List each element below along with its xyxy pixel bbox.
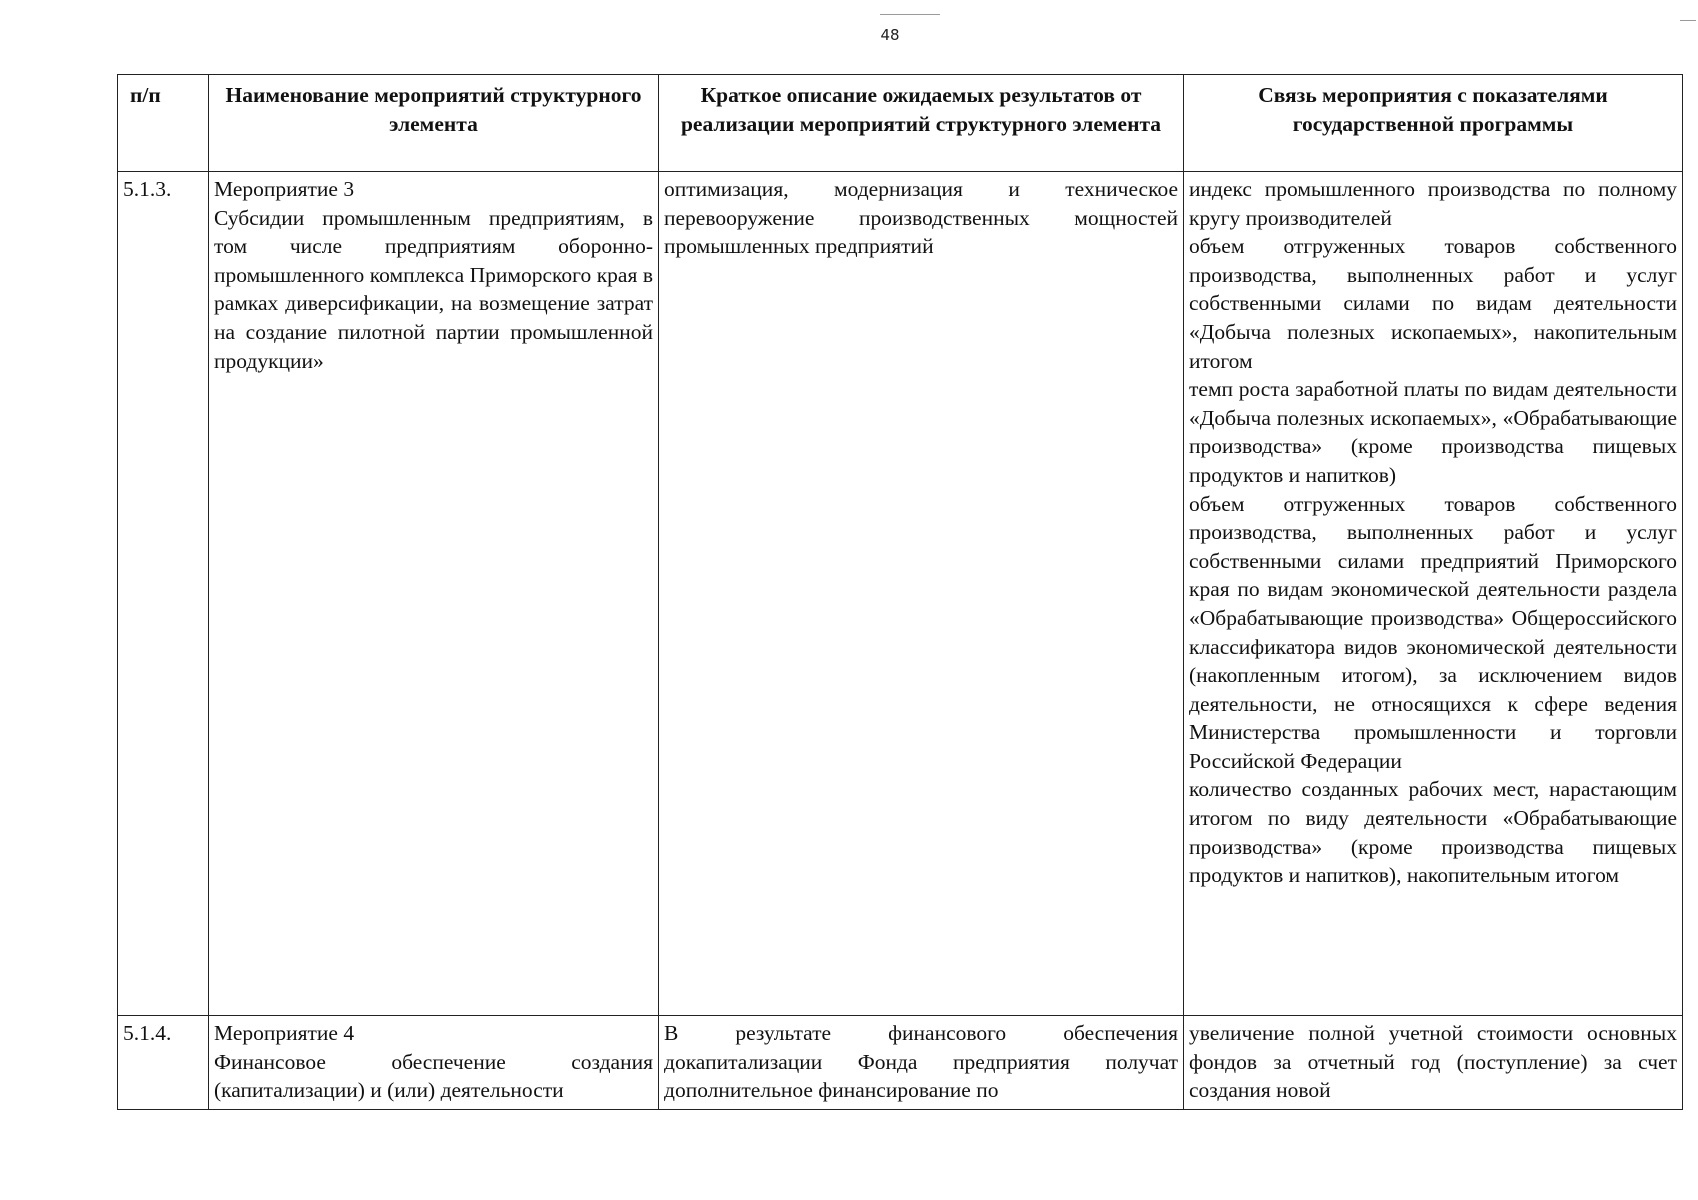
row-number: 5.1.3. <box>118 172 209 1016</box>
measures-table <box>117 74 1683 1110</box>
indicator-item: индекс промышленного производства по полному кругу производителей <box>1189 177 1677 230</box>
table-header-row <box>118 75 1683 172</box>
row-description-cell <box>659 172 1184 1016</box>
page-number: 48 <box>880 26 900 44</box>
indicator-item: темп роста заработной платы по видам деятельности «Добыча полезных ископаемых», «Обрабатывающие производства» (кроме производства пищевых продуктов и напитков) <box>1189 377 1677 487</box>
row-indicators-cell <box>1184 172 1683 1016</box>
row-description-cell <box>659 1016 1184 1110</box>
header-name: Наименование мероприятий структурного элемента <box>209 75 659 172</box>
measure-title: Мероприятие 4 <box>214 1021 355 1045</box>
row-name-cell <box>209 172 659 1016</box>
indicator-item: объем отгруженных товаров собственного производства, выполненных работ и услуг собственными силами по видам деятельности «Добыча полезных ископаемых», накопительным итогом <box>1189 234 1677 373</box>
measure-title: Мероприятие 3 <box>214 177 355 201</box>
table-row <box>118 172 1683 1016</box>
header-num: п/п <box>118 75 209 172</box>
measure-name: Финансовое обеспечение создания (капитализации) и (или) деятельности <box>214 1049 653 1103</box>
row-name-cell <box>209 1016 659 1110</box>
row-number: 5.1.4. <box>118 1016 209 1110</box>
indicator-item: объем отгруженных товаров собственного производства, выполненных работ и услуг собственными силами предприятий Приморского края по видам экономической деятельности раздела «Обрабатывающие производства» Общероссийского классификатора видов экономической деятельности (накопленным итогом), за исключением видов деятельности, не относящихся к сфере ведения Министерства промышленности и торговли Российской Федерации <box>1189 491 1677 773</box>
measure-description: В результате финансового обеспечения докапитализации Фонда предприятия получат дополнительное финансирование по <box>664 1021 1178 1103</box>
row-indicators-cell <box>1184 1016 1683 1110</box>
scan-mark-top <box>880 14 940 15</box>
scan-mark-right <box>1680 20 1696 21</box>
header-indicators: Связь мероприятия с показателями государственной программы <box>1184 75 1683 172</box>
measure-name: Субсидии промышленным предприятиям, в том числе предприятиям оборонно-промышленного комплекса Приморского края в рамках диверсификации, на возмещение затрат на создание пилотной партии промышленной продукции» <box>214 205 653 373</box>
measure-description: оптимизация, модернизация и техническое перевооружение производственных мощностей промышленных предприятий <box>664 177 1178 259</box>
indicator-item: количество созданных рабочих мест, нарастающим итогом по виду деятельности «Обрабатывающие производства» (кроме производства пищевых продуктов и напитков), накопительным итогом <box>1189 777 1677 888</box>
table-row <box>118 1016 1683 1110</box>
header-description: Краткое описание ожидаемых результатов от реализации мероприятий структурного элемента <box>659 75 1184 172</box>
indicator-item: увеличение полной учетной стоимости основных фондов за отчетный год (поступление) за счет создания новой <box>1189 1021 1677 1103</box>
